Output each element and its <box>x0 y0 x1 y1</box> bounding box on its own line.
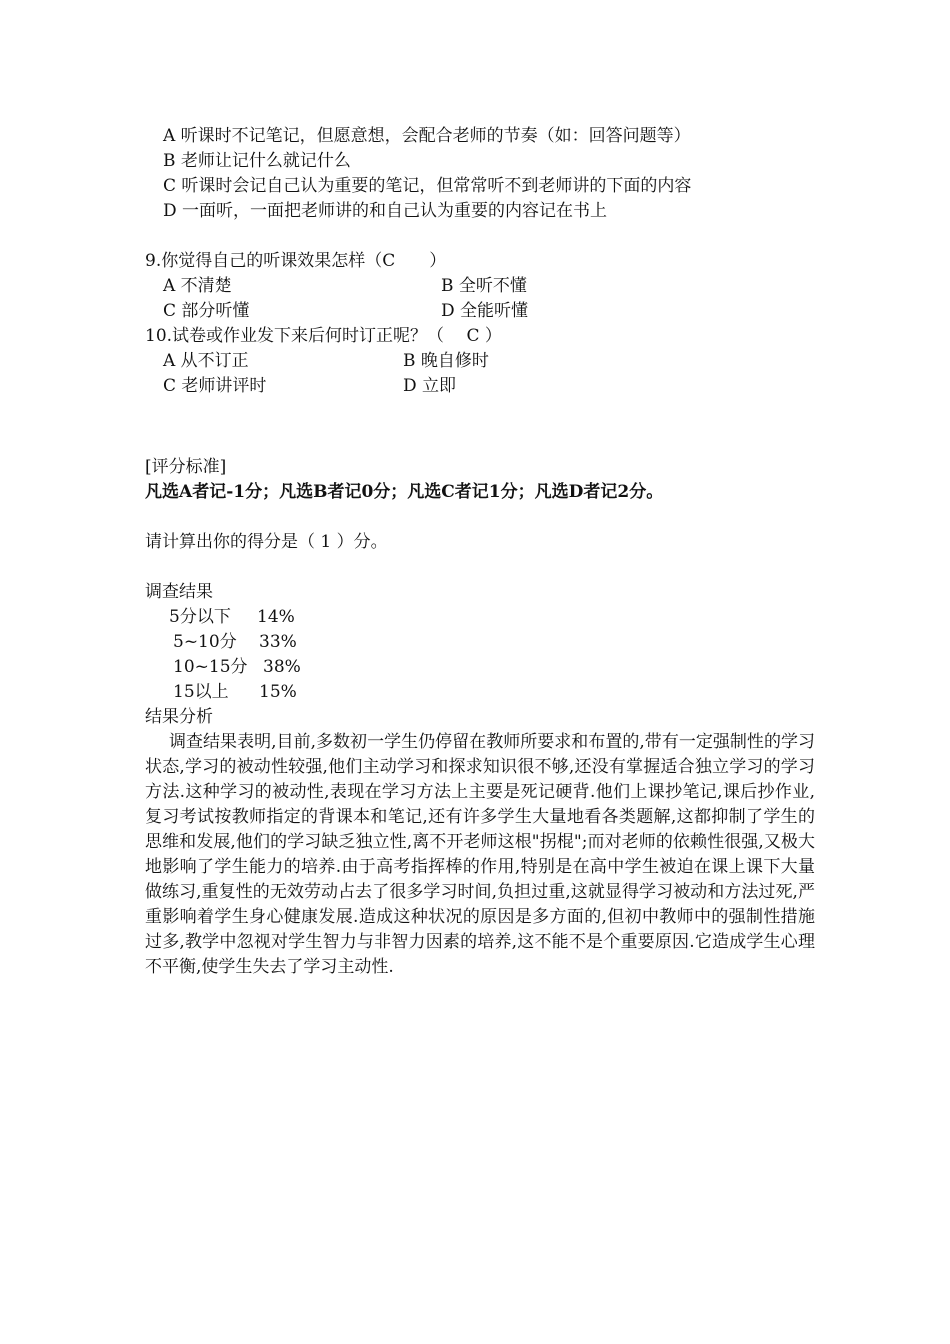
result-row <box>145 605 835 630</box>
q8-option-b: B 老师让记什么就记什么 <box>163 151 351 171</box>
results-heading: 调查结果 <box>145 582 213 602</box>
result-range: 5分以下 <box>169 607 231 627</box>
result-row <box>145 680 835 705</box>
scoring-heading: [评分标准] <box>145 457 227 477</box>
score-prompt: 请计算出你的得分是（ 1 ）分。 <box>145 532 388 552</box>
q10-option-a: A 从不订正 <box>163 351 249 371</box>
q10-option-b: B 晚自修时 <box>403 351 489 371</box>
result-range: 5~10分 <box>173 632 237 652</box>
q9-options-row-2 <box>145 299 835 324</box>
q10-option-c: C 老师讲评时 <box>163 376 267 396</box>
result-percent: 38% <box>263 657 301 677</box>
q10-options-row-1 <box>145 349 835 374</box>
spacer <box>145 399 835 455</box>
analysis-paragraph: 调查结果表明,目前,多数初一学生仍停留在教师所要求和布置的,带有一定强制性的学习状态,学习的被动性较强,他们主动学习和探求知识很不够,还没有掌握适合独立学习的学习方法.这种学习的被动性,表现在学习方法上主要是死记硬背.他们上课抄笔记,课后抄作业,复习考试按教师指定的背课本和笔记,还有许多学生大量地看各类题解,这都抑制了学生的思维和发展,他们的学习缺乏独立性,离不开老师这根"拐棍";而对老师的依赖性很强,又极大地影响了学生能力的培养.由于高考指挥棒的作用,特别是在高中学生被迫在课上课下大量做练习,重复性的无效劳动占去了很多学习时间,负担过重,这就显得学习被动和方法过死,严重影响着学生身心健康发展.造成这种状况的原因是多方面的,但初中教师中的强制性措施过多,教学中忽视对学生智力与非智力因素的培养,这不能不是个重要原因.它造成学生心理不平衡,使学生失去了学习主动性. <box>145 732 815 977</box>
scoring-rule: 凡选A者记-1分；凡选B者记0分；凡选C者记1分；凡选D者记2分。 <box>145 482 664 502</box>
q10-option-d: D 立即 <box>403 376 457 396</box>
q10-options-row-2 <box>145 374 835 399</box>
q9-option-a: A 不清楚 <box>163 276 232 296</box>
result-range: 15以上 <box>173 682 229 702</box>
q9-options-row-1 <box>145 274 835 299</box>
document-page <box>145 124 835 980</box>
q8-option-d: D 一面听，一面把老师讲的和自己认为重要的内容记在书上 <box>163 201 608 221</box>
spacer <box>145 555 835 580</box>
result-percent: 15% <box>259 682 297 702</box>
result-percent: 33% <box>259 632 297 652</box>
spacer <box>145 505 835 530</box>
spacer <box>145 224 835 249</box>
q8-option-a: A 听课时不记笔记，但愿意想，会配合老师的节奏（如：回答问题等） <box>163 126 691 146</box>
q9-question: 9.你觉得自己的听课效果怎样（C ） <box>145 251 447 271</box>
result-percent: 14% <box>257 607 295 627</box>
result-row <box>145 630 835 655</box>
analysis-heading: 结果分析 <box>145 707 213 727</box>
q10-question: 10.试卷或作业发下来后何时订正呢？（ C ） <box>145 326 502 346</box>
q9-option-d: D 全能听懂 <box>441 301 529 321</box>
result-range: 10~15分 <box>173 657 248 677</box>
q9-option-c: C 部分听懂 <box>163 301 250 321</box>
q8-option-c: C 听课时会记自己认为重要的笔记，但常常听不到老师讲的下面的内容 <box>163 176 692 196</box>
result-row <box>145 655 835 680</box>
q9-option-b: B 全听不懂 <box>441 276 527 296</box>
